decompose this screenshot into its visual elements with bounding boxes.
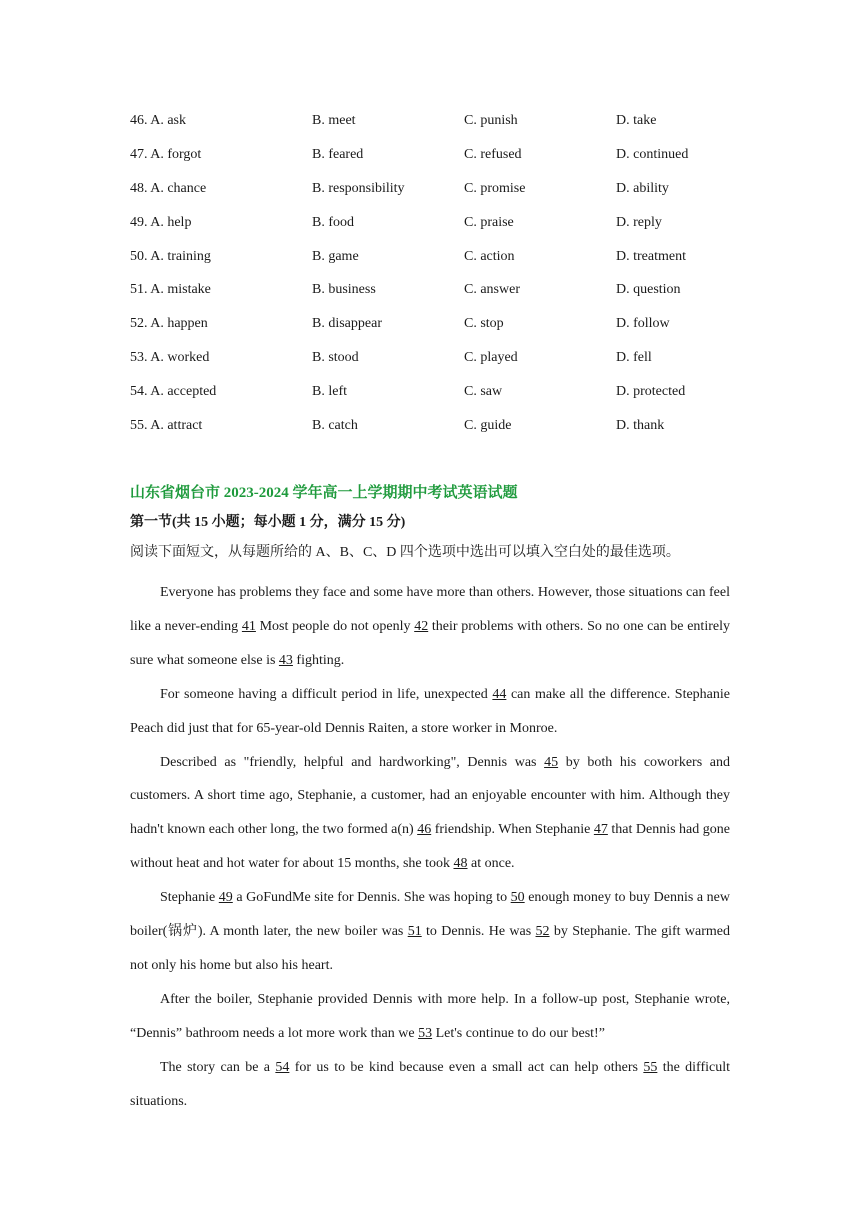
option-a: 54. A. accepted (130, 384, 217, 400)
passage-text: that Dennis had gone without heat and hot water for about 15 months, she took (130, 822, 730, 872)
option-c: C. saw (464, 384, 503, 400)
option-b: B. left (312, 384, 347, 400)
option-c: C. guide (464, 418, 512, 434)
passage-text: For someone having a difficult period in life, unexpected (160, 686, 493, 702)
option-row (130, 280, 750, 314)
passage-text: can make all the difference. Stephanie Peach did just that for 65-year-old Dennis Raiten, a store worker in Monroe. (130, 686, 730, 736)
option-d: D. treatment (616, 248, 686, 264)
blank-number: 47 (593, 822, 608, 838)
option-b: B. meet (312, 113, 356, 128)
option-d: D. take (616, 113, 657, 128)
blank-number: 54 (275, 1059, 290, 1075)
cloze-section (130, 482, 730, 1119)
option-c: C. promise (464, 180, 526, 196)
option-row (130, 348, 750, 382)
option-c: C. stop (464, 316, 504, 332)
passage-text: enough money to buy Dennis a new boiler(锅炉). A month later, the new boiler was (130, 890, 730, 940)
blank-number: 51 (407, 924, 422, 940)
blank-number: 50 (510, 890, 525, 906)
passage (130, 576, 730, 1119)
passage-text: Most people do not openly (255, 618, 415, 634)
passage-text: for us to be kind because even a small act can help others (289, 1059, 644, 1075)
exam-title: 山东省烟台市 2023-2024 学年高一上学期期中考试英语试题 (130, 485, 518, 501)
passage-text: Everyone has problems they face and some have more than others. However, those situations can feel like a never-ending (130, 585, 730, 634)
option-b: B. responsibility (312, 180, 405, 196)
option-d: D. protected (616, 384, 686, 400)
passage-text: The story can be a (160, 1059, 276, 1075)
blank-number: 46 (417, 822, 432, 838)
passage-text: After the boiler, Stephanie provided Dennis with more help. In a follow-up post, Stephanie wrote, “Dennis” bathroom needs a lot more work than we (130, 991, 730, 1041)
option-c: C. action (464, 248, 515, 264)
blank-number: 53 (418, 1025, 433, 1041)
option-d: D. question (616, 282, 681, 298)
passage-text: at once. (467, 856, 515, 872)
option-b: B. stood (312, 350, 359, 366)
option-a: 51. A. mistake (130, 282, 211, 298)
option-b: B. catch (312, 418, 358, 434)
blank-number: 49 (218, 890, 233, 906)
blank-number: 55 (643, 1059, 658, 1075)
passage-text: to Dennis. He was (421, 924, 536, 940)
option-row (130, 145, 750, 179)
option-a: 50. A. training (130, 248, 211, 264)
passage-text: Let's continue to do our best!” (432, 1025, 605, 1041)
instruction-text: 阅读下面短文，从每题所给的 A、B、C、D 四个选项中选出可以填入空白处的最佳选项。 (130, 545, 680, 560)
option-d: D. ability (616, 180, 669, 196)
option-row (130, 382, 750, 416)
passage-text: fighting. (292, 652, 345, 668)
option-c: C. praise (464, 214, 514, 230)
option-b: B. feared (312, 146, 364, 162)
passage-text: Stephanie (160, 890, 219, 906)
option-b: B. game (312, 248, 359, 264)
passage-paragraph (130, 576, 730, 678)
option-d: D. follow (616, 316, 670, 332)
passage-text: by Stephanie. The gift warmed not only his home but also his heart. (130, 924, 730, 973)
option-a: 53. A. worked (130, 350, 210, 366)
option-b: B. food (312, 214, 354, 230)
passage-text: Described as "friendly, helpful and hardworking", Dennis was (160, 754, 545, 770)
section-heading: 第一节(共 15 小题；每小题 1 分，满分 15 分) (130, 515, 406, 530)
blank-number: 43 (278, 652, 293, 668)
option-a: 46. A. ask (130, 113, 186, 128)
blank-number: 52 (535, 924, 550, 940)
option-row (130, 247, 750, 281)
option-c: C. answer (464, 282, 520, 298)
option-d: D. thank (616, 418, 665, 434)
passage-paragraph (130, 678, 730, 746)
passage-text: a GoFundMe site for Dennis. She was hoping to (232, 890, 511, 906)
passage-paragraph (130, 881, 730, 983)
option-a: 47. A. forgot (130, 146, 202, 162)
option-b: B. disappear (312, 316, 382, 332)
option-a: 48. A. chance (130, 180, 207, 196)
option-c: C. played (464, 350, 518, 366)
option-row (130, 213, 750, 247)
blank-number: 41 (241, 618, 256, 634)
option-d: D. fell (616, 350, 652, 366)
option-a: 52. A. happen (130, 316, 208, 332)
option-a: 55. A. attract (130, 418, 203, 434)
blank-number: 42 (414, 618, 429, 634)
passage-text: by both his coworkers and customers. A short time ago, Stephanie, a customer, had an enjoyable encounter with him. Although they hadn't known each other long, the two formed a(n) (130, 754, 730, 838)
option-row (130, 111, 750, 145)
options-table (130, 111, 750, 450)
option-d: D. reply (616, 214, 662, 230)
option-a: 49. A. help (130, 214, 192, 230)
option-b: B. business (312, 282, 376, 298)
option-row (130, 314, 750, 348)
blank-number: 44 (492, 686, 507, 702)
passage-paragraph (130, 746, 730, 882)
passage-paragraph (130, 1051, 730, 1119)
blank-number: 45 (544, 754, 559, 770)
option-row (130, 179, 750, 213)
passage-paragraph (130, 983, 730, 1051)
option-row (130, 416, 750, 450)
passage-text: their problems with others. So no one can be entirely sure what someone else is (130, 618, 730, 668)
option-d: D. continued (616, 146, 689, 162)
option-c: C. punish (464, 113, 518, 128)
passage-text: friendship. When Stephanie (431, 822, 594, 838)
option-c: C. refused (464, 146, 522, 162)
passage-text: the difficult situations. (130, 1059, 731, 1109)
blank-number: 48 (453, 856, 468, 872)
